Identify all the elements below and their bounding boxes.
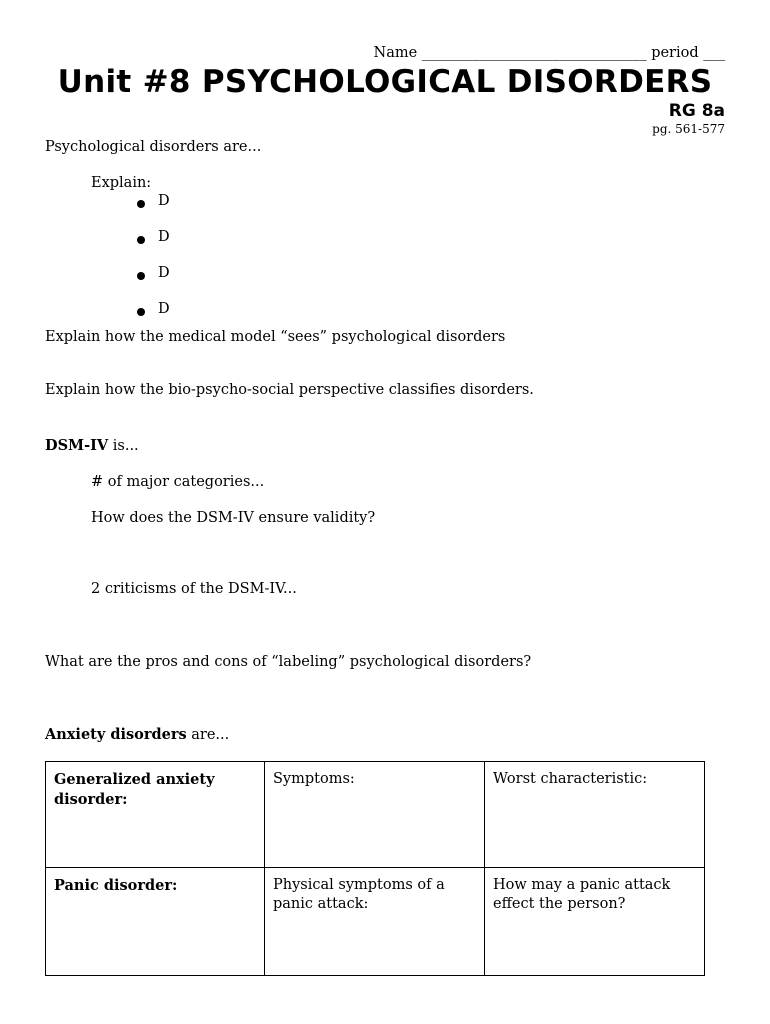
page-range: pg. 561-577 [652,122,725,136]
bio-psycho-social-prompt: Explain how the bio-psycho-social perspective classifies disorders. [45,382,534,398]
bullet-item: D [158,229,170,245]
explain-label: Explain: [91,175,152,191]
dsm-prompt [45,437,139,454]
name-label: Name [373,45,418,61]
table-cell-disorder [46,762,265,868]
anxiety-rest: are... [186,727,230,743]
reading-guide-label: RG 8a [668,101,725,121]
page-title: Unit #8 PSYCHOLOGICAL DISORDERS [57,64,713,100]
anxiety-disorders-table [45,761,705,976]
disorders-are-prompt: Psychological disorders are... [45,139,262,155]
table-cell-prompt: Symptoms: [265,762,485,868]
table-row [46,868,705,976]
disorder-name: Panic disorder: [54,877,178,894]
bullet-icon [137,236,145,244]
period-blank: ___ [703,45,725,61]
bullet-icon [137,272,145,280]
table-cell-disorder [46,868,265,976]
period-label: period [651,45,699,61]
criticisms-prompt: 2 criticisms of the DSM-IV... [91,581,297,597]
bullet-item: D [158,265,170,281]
dsm-rest: is... [108,438,139,454]
disorder-name: Generalized anxiety disorder: [54,771,215,808]
table-cell-prompt: Physical symptoms of a panic attack: [265,868,485,976]
bullet-item: D [158,301,170,317]
name-period-line [374,45,725,61]
labeling-prompt: What are the pros and cons of “labeling” psychological disorders? [45,654,532,670]
name-blank: _______________________________ [421,45,647,61]
bullet-icon [137,200,145,208]
table-row [46,762,705,868]
table-cell-prompt: How may a panic attack effect the person? [485,868,705,976]
dsm-term: DSM-IV [45,437,109,454]
table-cell-prompt: Worst characteristic: [485,762,705,868]
anxiety-term: Anxiety disorders [45,726,187,743]
medical-model-prompt: Explain how the medical model “sees” psychological disorders [45,329,506,345]
major-categories-prompt: # of major categories... [91,474,265,490]
bullet-item: D [158,193,170,209]
bullet-icon [137,308,145,316]
validity-prompt: How does the DSM-IV ensure validity? [91,510,376,526]
anxiety-prompt [45,726,229,743]
